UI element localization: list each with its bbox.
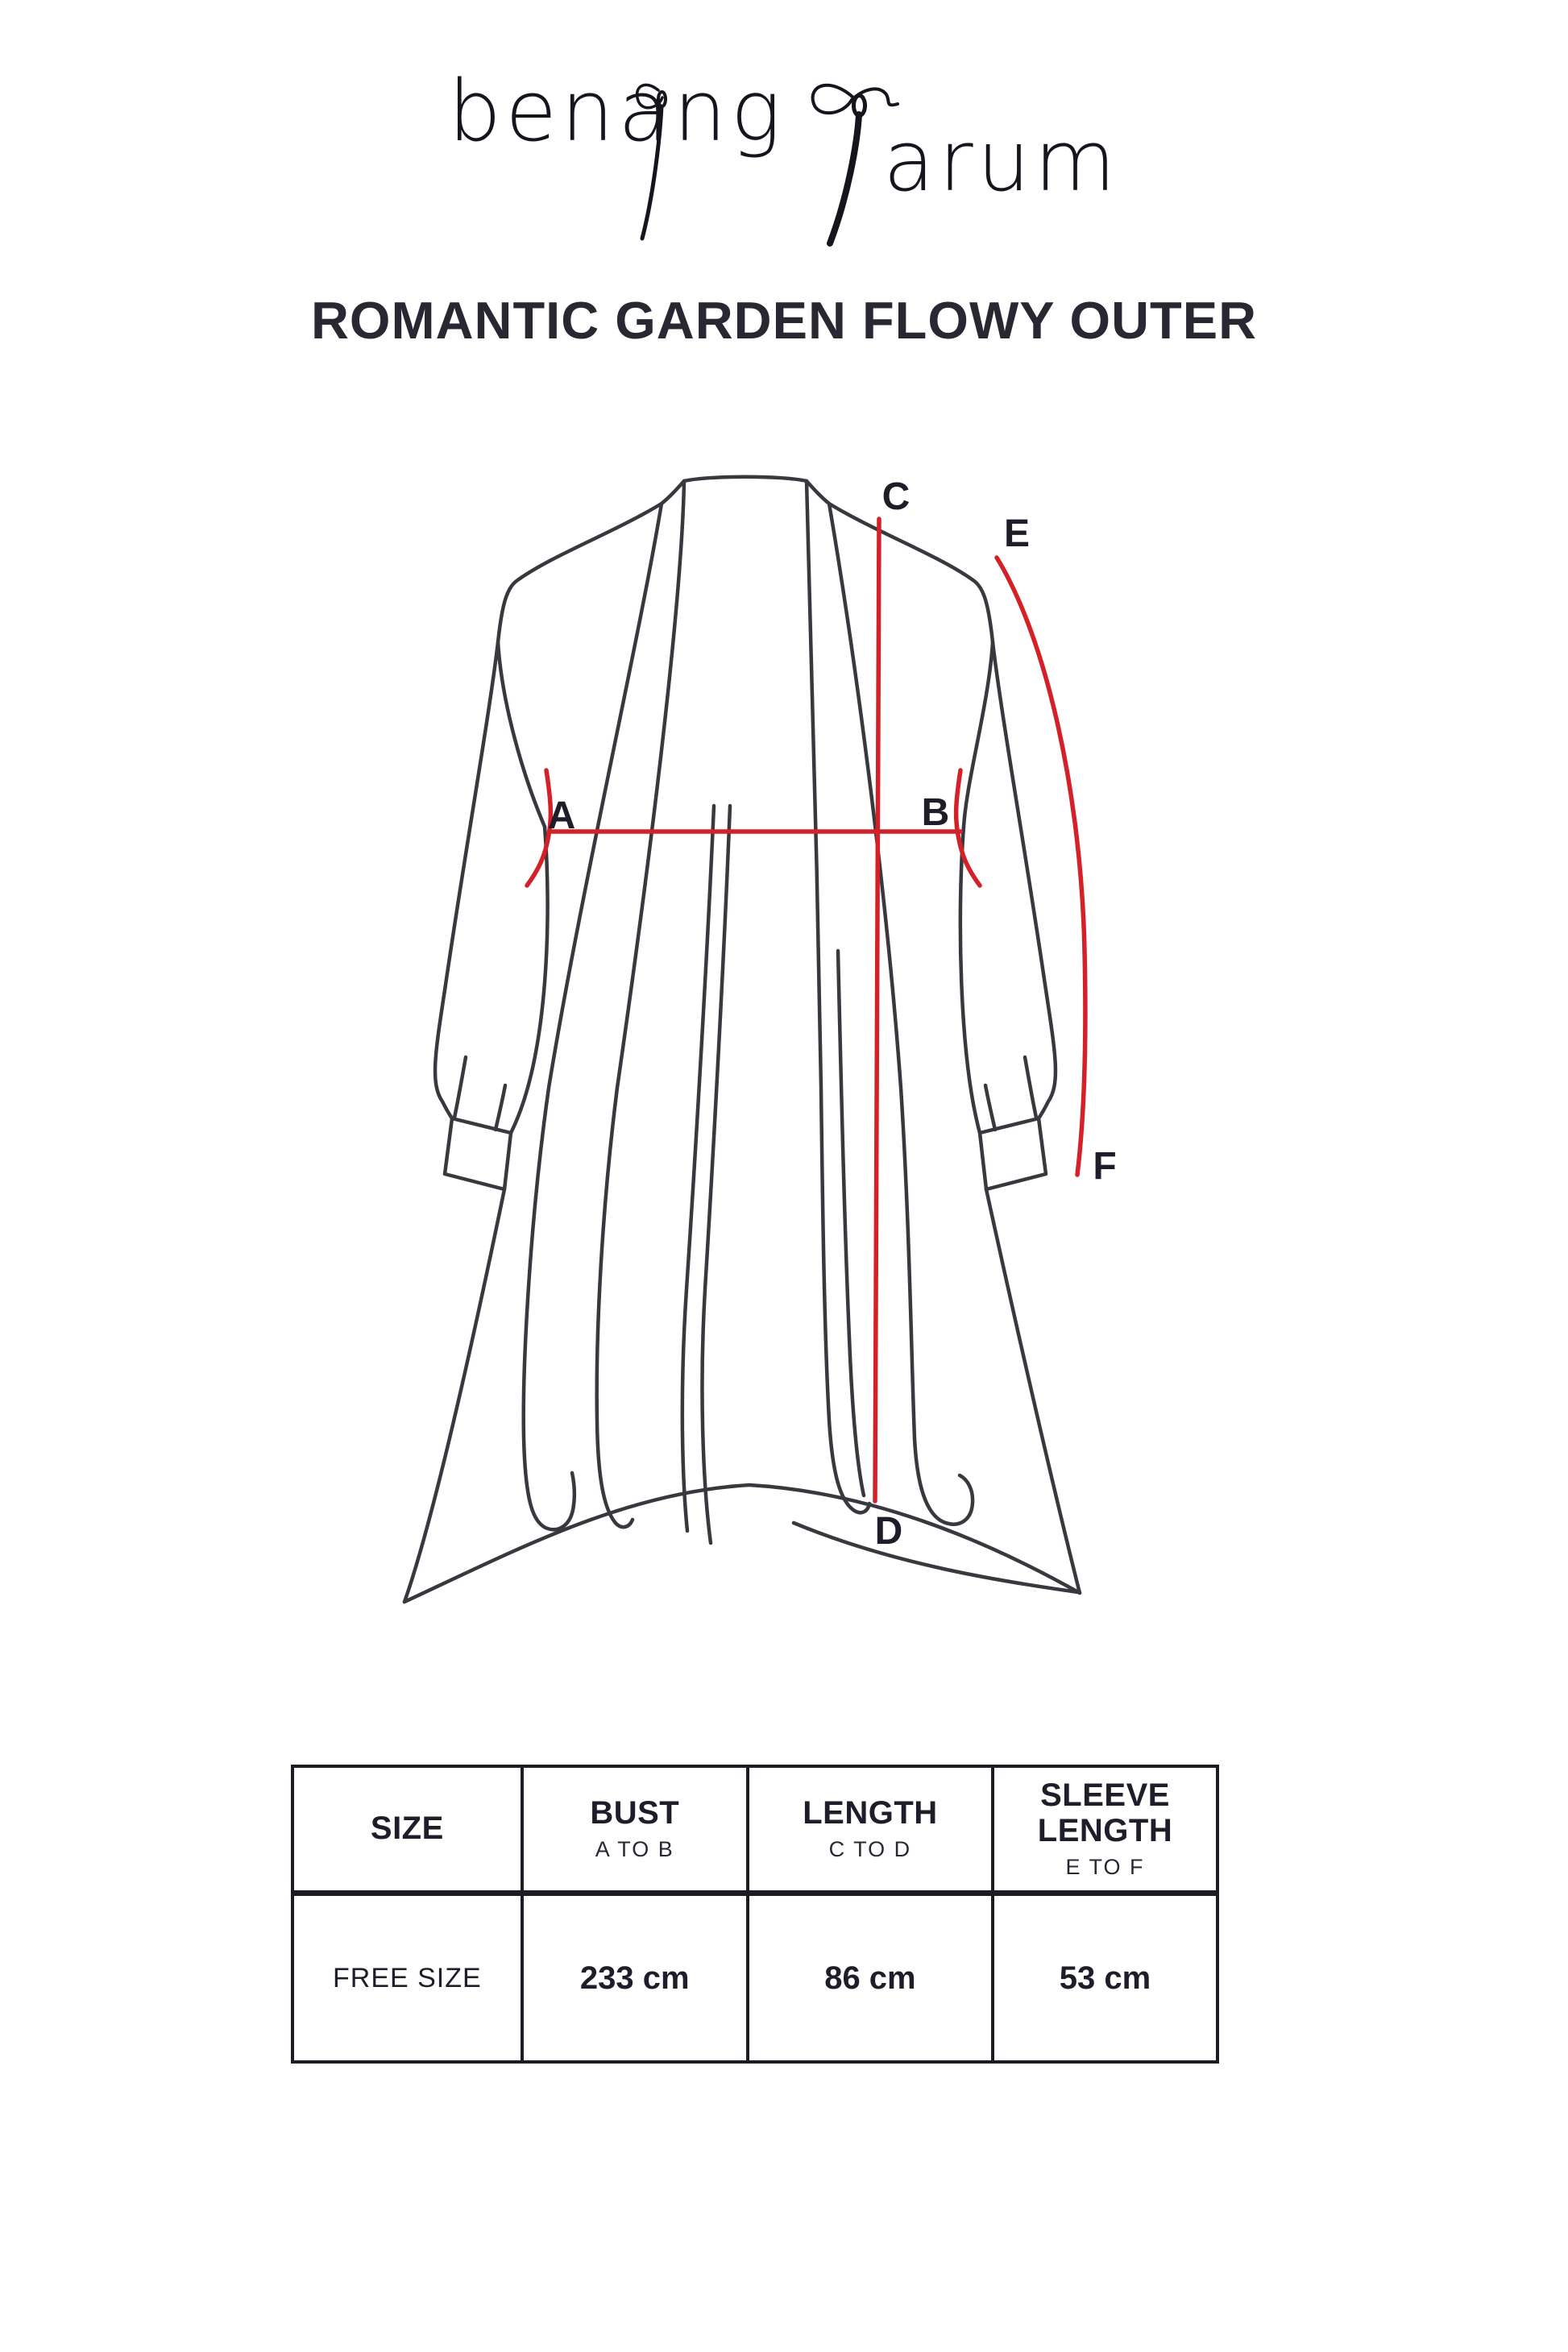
- center-fold-left2-path: [702, 806, 730, 1543]
- measurement-lines: [527, 519, 1085, 1501]
- page-title: ROMANTIC GARDEN FLOWY OUTER: [310, 291, 1258, 350]
- neckline-path: [684, 477, 807, 481]
- left-cuff-gather-path: [454, 1057, 466, 1118]
- hem-main-path: [404, 1485, 1080, 1602]
- column-sublabel: A TO B: [595, 1837, 674, 1862]
- left-drape-inner-path: [597, 481, 684, 1527]
- garment-outline: [404, 477, 1080, 1602]
- column-label: BUST: [590, 1794, 680, 1831]
- header-cell-length: [748, 1766, 993, 1894]
- left-side-seam-path: [404, 1189, 504, 1602]
- hem-front-right-path: [794, 1523, 1078, 1592]
- center-fold-left-path: [682, 806, 714, 1531]
- column-sublabel: E TO F: [1065, 1854, 1145, 1879]
- right-cuff-gather-path: [1025, 1057, 1036, 1118]
- left-cuff-path: [445, 1118, 511, 1189]
- size-table-header-row: [292, 1766, 1217, 1894]
- right-armhole-seam-path: [964, 642, 993, 827]
- point-label-b: B: [921, 791, 950, 834]
- sleeve-length-line: [997, 558, 1085, 1175]
- right-cuff-gather2-path: [985, 1085, 995, 1130]
- point-label-d: D: [874, 1510, 903, 1553]
- column-sublabel: C TO D: [828, 1837, 912, 1862]
- right-side-seam-path: [986, 1189, 1080, 1593]
- header-cell-bust: [522, 1766, 748, 1894]
- logo-word-arum: arum: [883, 112, 1120, 210]
- point-label-a: A: [547, 794, 576, 837]
- column-label: SLEEVE LENGTH: [1037, 1777, 1173, 1848]
- cell-bust-value: 233 cm: [522, 1894, 748, 2063]
- center-fold-right-path: [838, 951, 864, 1495]
- column-label: SIZE: [370, 1811, 444, 1847]
- right-cuff-path: [980, 1118, 1046, 1189]
- left-sleeve-inner-path: [511, 827, 548, 1133]
- left-armhole-seam-path: [498, 642, 545, 827]
- left-drape-outer-path: [524, 504, 662, 1529]
- cell-size-value: FREE SIZE: [292, 1894, 522, 2063]
- cell-length-value: 86 cm: [748, 1894, 993, 2063]
- left-cuff-gather2-path: [496, 1085, 505, 1130]
- header-cell-sleeve-length: [993, 1766, 1217, 1894]
- size-table-data-row: [292, 1894, 1217, 2063]
- point-label-c: C: [881, 475, 911, 518]
- size-table: [291, 1765, 1219, 2064]
- logo-word-benang: benang: [448, 62, 786, 160]
- header-cell-size: [292, 1766, 522, 1894]
- point-label-e: E: [1003, 512, 1031, 555]
- column-label: LENGTH: [803, 1794, 938, 1831]
- cell-sleeve-length-value: 53 cm: [993, 1894, 1217, 2063]
- point-label-f: F: [1093, 1145, 1117, 1188]
- length-line: [875, 519, 879, 1501]
